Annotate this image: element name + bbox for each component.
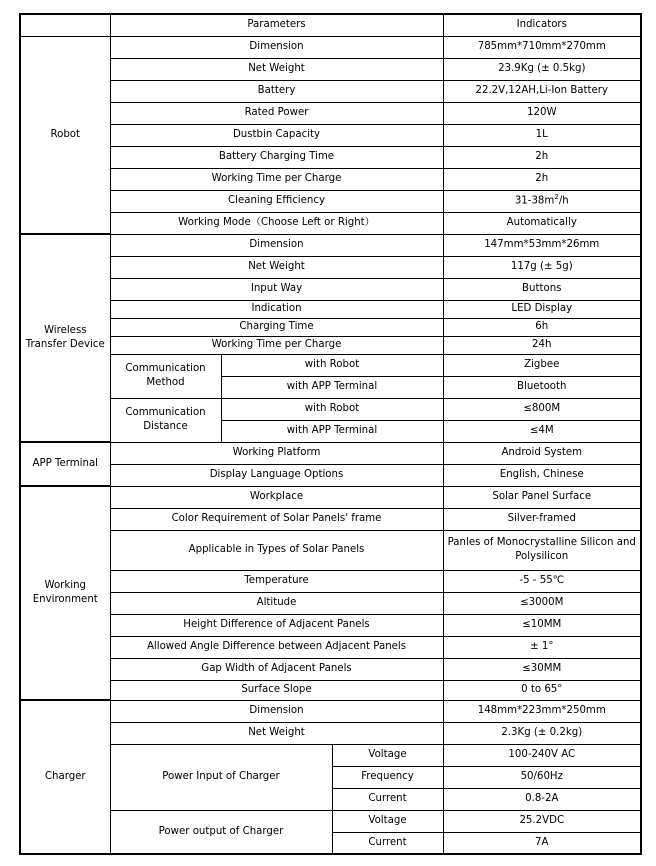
param-cell: Cleaning Efficiency [110,190,443,212]
param-cell: Workplace [110,486,443,508]
value-cell: 117g (± 5g) [443,256,641,278]
param-cell: Surface Slope [110,680,443,700]
param-cell: Allowed Angle Difference between Adjacent Panels [110,636,443,658]
category-charger: Charger [20,700,110,854]
param-cell: Dustbin Capacity [110,124,443,146]
header-parameters: Parameters [110,14,443,36]
value-cell: English, Chinese [443,464,641,486]
value-cell: 0 to 65° [443,680,641,700]
header-blank-cell [20,14,110,36]
sub-param-cell: Frequency [332,766,443,788]
table-row [20,810,641,832]
param-cell: Temperature [110,570,443,592]
table-row [20,486,641,508]
param-cell: Battery [110,80,443,102]
value-cell: 147mm*53mm*26mm [443,234,641,256]
table-row [20,36,641,58]
communication-distance-label: Communication Distance [110,398,221,442]
value-cell: 2h [443,146,641,168]
power-input-label: Power Input of Charger [110,744,332,810]
param-cell: Dimension [110,700,443,722]
table-row [20,168,641,190]
table-row [20,658,641,680]
param-cell: Display Language Options [110,464,443,486]
sub-param-cell: with Robot [221,398,443,420]
table-row [20,592,641,614]
value-cell: ± 1° [443,636,641,658]
value-text: 31-38m [514,195,555,207]
table-row [20,102,641,124]
table-row [20,530,641,570]
value-cell: 23.9Kg (± 0.5kg) [443,58,641,80]
value-cell: 6h [443,318,641,336]
sub-param-cell: with APP Terminal [221,420,443,442]
param-cell: Color Requirement of Solar Panels' frame [110,508,443,530]
value-cell: 120W [443,102,641,124]
param-cell: Working Platform [110,442,443,464]
sub-param-cell: with Robot [221,354,443,376]
value-cell: 100-240V AC [443,744,641,766]
table-row [20,508,641,530]
table-row [20,398,641,420]
superscript: 2 [554,193,559,202]
table-row [20,614,641,636]
sub-param-cell: Voltage [332,810,443,832]
param-cell: Indication [110,300,443,318]
value-cell: 24h [443,336,641,354]
value-cell: -5 - 55℃ [443,570,641,592]
value-cell: 0.8-2A [443,788,641,810]
sub-param-cell: Voltage [332,744,443,766]
value-cell: Silver-framed [443,508,641,530]
param-cell: Working Time per Charge [110,168,443,190]
value-cell: 785mm*710mm*270mm [443,36,641,58]
value-cell: 50/60Hz [443,766,641,788]
header-indicators: Indicators [443,14,641,36]
param-cell: Rated Power [110,102,443,124]
param-cell: Net Weight [110,722,443,744]
value-cell: 2.3Kg (± 0.2kg) [443,722,641,744]
param-cell: Working Mode（Choose Left or Right） [110,212,443,234]
param-cell: Input Way [110,278,443,300]
table-row [20,212,641,234]
param-cell: Height Difference of Adjacent Panels [110,614,443,636]
value-cell: Zigbee [443,354,641,376]
value-cell: ≤800M [443,398,641,420]
table-row [20,300,641,318]
table-row [20,464,641,486]
value-cell: 22.2V,12AH,Li-Ion Battery [443,80,641,102]
table-row [20,442,641,464]
value-cell [443,190,641,212]
category-working-environment: Working Environment [20,486,110,700]
param-cell: Charging Time [110,318,443,336]
table-row [20,190,641,212]
table-row [20,124,641,146]
table-row [20,256,641,278]
param-cell: Dimension [110,36,443,58]
communication-method-label: Communication Method [110,354,221,398]
table-row [20,722,641,744]
sub-param-cell: Current [332,788,443,810]
param-cell: Applicable in Types of Solar Panels [110,530,443,570]
value-cell: 148mm*223mm*250mm [443,700,641,722]
value-cell: Bluetooth [443,376,641,398]
param-cell: Net Weight [110,58,443,80]
table-row [20,146,641,168]
category-app-terminal: APP Terminal [20,442,110,486]
value-cell: 7A [443,832,641,854]
value-cell: Solar Panel Surface [443,486,641,508]
table-row [20,318,641,336]
value-cell: Buttons [443,278,641,300]
sub-param-cell: Current [332,832,443,854]
table-row [20,680,641,700]
category-robot: Robot [20,36,110,234]
value-cell: 2h [443,168,641,190]
table-row [20,354,641,376]
value-cell: ≤3000M [443,592,641,614]
value-cell: ≤10MM [443,614,641,636]
value-cell: ≤4M [443,420,641,442]
value-cell: 1L [443,124,641,146]
table-row [20,58,641,80]
table-header-row [20,14,641,36]
table-row [20,570,641,592]
table-row [20,700,641,722]
param-cell: Net Weight [110,256,443,278]
table-row [20,234,641,256]
table-row [20,336,641,354]
param-cell: Dimension [110,234,443,256]
param-cell: Working Time per Charge [110,336,443,354]
value-cell: Panles of Monocrystalline Silicon and Polysilicon [443,530,641,570]
table-row [20,80,641,102]
value-cell: Automatically [443,212,641,234]
value-cell: ≤30MM [443,658,641,680]
param-cell: Gap Width of Adjacent Panels [110,658,443,680]
category-wireless-transfer-device: Wireless Transfer Device [20,234,110,442]
value-cell: LED Display [443,300,641,318]
table-row [20,744,641,766]
param-cell: Battery Charging Time [110,146,443,168]
param-cell: Altitude [110,592,443,614]
sub-param-cell: with APP Terminal [221,376,443,398]
value-cell: Android System [443,442,641,464]
table-row [20,278,641,300]
spec-table [19,13,642,855]
power-output-label: Power output of Charger [110,810,332,854]
value-text: /h [558,195,569,207]
value-cell: 25.2VDC [443,810,641,832]
table-row [20,636,641,658]
